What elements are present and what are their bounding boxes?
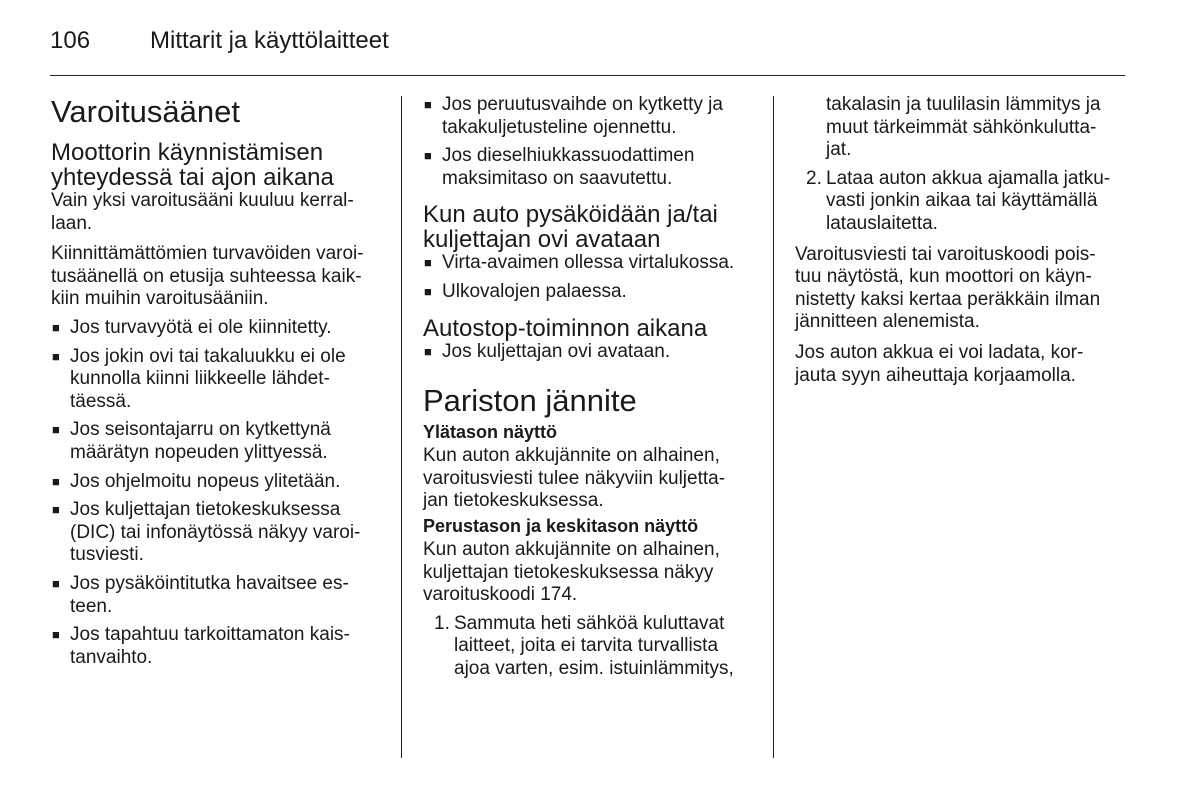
list-item	[51, 317, 384, 340]
list-item	[51, 471, 384, 494]
text-line: teen.	[70, 595, 113, 617]
text-line: ■ Jos turvavyötä ei ole kiinnitetty.	[70, 316, 332, 338]
bullet-list	[423, 252, 759, 303]
text-line: ■ Jos peruutusvaihde on kytketty ja	[442, 94, 723, 115]
header-rule	[50, 75, 1125, 76]
text-line: ■ Jos pysäköintitutka havaitsee es-	[70, 572, 349, 594]
paragraph	[795, 342, 1125, 387]
paragraph	[51, 190, 384, 235]
chapter-title: Mittarit ja käyttölaitteet	[150, 27, 389, 54]
text-line: muut tärkeimmät sähkönkulutta-	[826, 116, 1097, 138]
list-item	[795, 168, 1125, 236]
text-line: Vain yksi varoitusääni kuuluu kerral-	[51, 190, 354, 211]
text-line: kunnolla kiinni liikkeelle lähdet-	[70, 368, 330, 390]
subsection-heading: Autostop-toiminnon aikana	[423, 314, 708, 342]
text-line: takalasin ja tuulilasin lämmitys ja	[826, 94, 1101, 115]
list-item	[51, 499, 384, 567]
list-item	[51, 346, 384, 414]
list-number: 1.	[434, 612, 450, 634]
text-line: ■ Jos dieselhiukkassuodattimen	[442, 145, 695, 167]
list-item	[51, 573, 384, 618]
text-line: laitteet, joita ei tarvita turvallista	[454, 635, 719, 657]
text-line: ajoa varten, esim. istuinlämmitys,	[454, 657, 734, 679]
text-line: ■ Jos seisontajarru on kytkettynä	[70, 419, 331, 441]
list-item	[423, 281, 759, 304]
text-line: ■ Jos kuljettajan tietokeskuksessa	[70, 499, 341, 521]
text-line: ■ Jos kuljettajan ovi avataan.	[442, 340, 671, 362]
text-line: jat.	[826, 139, 852, 161]
column-1	[51, 94, 384, 669]
text-line: täessä.	[70, 390, 132, 412]
text-line: nistetty kaksi kertaa peräkkäin ilman	[795, 288, 1101, 310]
list-item	[423, 613, 759, 681]
bullet-list	[51, 317, 384, 669]
list-number: 2.	[806, 167, 822, 189]
text-line: takakuljetusteline ojennettu.	[442, 116, 677, 138]
list-item-continuation	[795, 94, 1125, 162]
bullet-list	[423, 94, 759, 190]
heading-line: Moottorin käynnistämisen	[51, 139, 324, 166]
subsection-heading	[51, 140, 384, 190]
text-line: jauta syyn aiheuttaja korjaamolla.	[795, 364, 1076, 386]
minor-heading: Perustason ja keskitason näyttö	[423, 515, 699, 536]
text-line: tusäänellä on etusija suhteessa kaik-	[51, 265, 362, 287]
column-divider	[401, 96, 402, 758]
list-item	[51, 419, 384, 464]
text-line: Jos auton akkua ei voi ladata, kor-	[795, 341, 1084, 363]
text-line: ■ Jos ohjelmoitu nopeus ylitetään.	[70, 470, 341, 492]
text-line: Sammuta heti sähköä kuluttavat	[454, 612, 725, 634]
text-line: tanvaihto.	[70, 646, 153, 668]
heading-line: Kun auto pysäköidään ja/tai	[423, 201, 718, 229]
paragraph	[423, 539, 759, 607]
list-item	[423, 341, 759, 364]
section-title: Varoitusäänet	[51, 94, 240, 129]
numbered-list	[795, 94, 1125, 236]
text-line: ■ Virta-avaimen ollessa virtalukossa.	[442, 252, 735, 274]
text-line: jännitteen alenemista.	[795, 311, 980, 333]
text-line: (DIC) tai infonäytössä näkyy varoi-	[70, 521, 361, 543]
column-3	[795, 94, 1125, 387]
page-header	[50, 26, 389, 56]
numbered-list	[423, 613, 759, 681]
text-line: vasti jonkin aikaa tai käyttämällä	[826, 190, 1098, 212]
text-line: varoituskoodi 174.	[423, 584, 578, 606]
text-line: Kiinnittämättömien turvavöiden varoi-	[51, 243, 364, 265]
text-line: maksimitaso on saavutettu.	[442, 167, 673, 189]
text-line: laan.	[51, 212, 93, 234]
paragraph	[51, 243, 384, 311]
text-line: määrätyn nopeuden ylittyessä.	[70, 441, 328, 463]
section-title: Pariston jännite	[423, 383, 637, 419]
minor-heading: Ylätason näyttö	[423, 422, 558, 443]
heading-line: yhteydessä tai ajon aikana	[51, 164, 334, 191]
text-line: jan tietokeskuksessa.	[423, 490, 604, 512]
heading-line: kuljettajan ovi avataan	[423, 226, 661, 254]
list-item	[51, 624, 384, 669]
text-line: ■ Jos tapahtuu tarkoittamaton kais-	[70, 624, 350, 646]
text-line: kuljettajan tietokeskuksessa näkyy	[423, 561, 714, 583]
list-item	[423, 252, 759, 275]
paragraph	[795, 244, 1125, 334]
text-line: ■ Ulkovalojen palaessa.	[442, 280, 627, 302]
text-line: tuu näytöstä, kun moottori on käyn-	[795, 266, 1092, 288]
column-divider	[773, 96, 774, 758]
column-2	[423, 94, 759, 681]
text-line: Varoitusviesti tai varoituskoodi pois-	[795, 243, 1096, 265]
bullet-list	[423, 341, 759, 364]
text-line: latauslaitetta.	[826, 212, 938, 234]
list-item	[423, 94, 759, 139]
text-line: Kun auton akkujännite on alhainen,	[423, 538, 720, 560]
text-line: kiin muihin varoitusääniin.	[51, 288, 269, 310]
page-number: 106	[50, 27, 91, 54]
list-item	[423, 145, 759, 190]
text-line: varoitusviesti tulee näkyviin kuljetta-	[423, 467, 726, 489]
text-line: Lataa auton akkua ajamalla jatku-	[826, 167, 1111, 189]
text-line: Kun auton akkujännite on alhainen,	[423, 445, 720, 467]
text-line: tusviesti.	[70, 544, 144, 566]
paragraph	[423, 445, 759, 513]
text-line: ■ Jos jokin ovi tai takaluukku ei ole	[70, 345, 346, 367]
subsection-heading	[423, 202, 759, 252]
